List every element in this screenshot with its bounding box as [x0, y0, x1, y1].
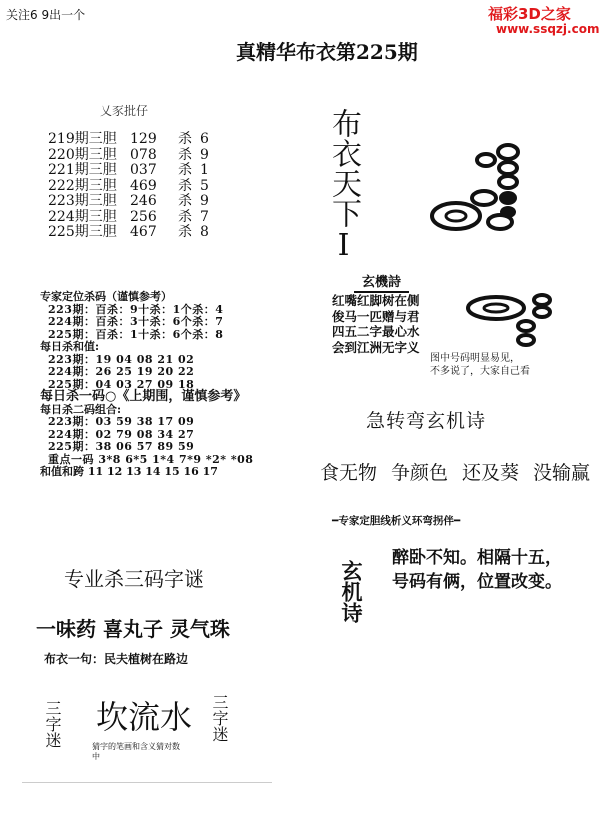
four-word-riddles	[320, 458, 600, 485]
watermark-url: www.ssqzj.com	[496, 22, 600, 36]
riddle-note: 猜字的笔画和含义猜对数中	[92, 742, 180, 761]
three-dan-cell-k: 8	[200, 224, 209, 240]
three-dan-cell-nums: 078	[130, 146, 157, 163]
circle-shape	[472, 191, 496, 205]
daily-kill-sum-title: 每日杀和值:	[40, 340, 100, 353]
three-dan-cell-period: 222期三胆	[48, 177, 117, 194]
bottom-divider	[22, 782, 272, 783]
daily-kill-sum-lines	[40, 354, 253, 392]
three-dan-row	[48, 194, 209, 210]
expert-kill-section	[40, 291, 253, 479]
big-riddle: 坎流水	[96, 698, 193, 736]
focus-one-code: 重点一码 3*8 6*5 1*4 7*9 *2* *08	[48, 452, 254, 466]
three-dan-cell-k: 9	[200, 193, 209, 209]
daily-kill-two-line: 224期：02 79 08 34 27	[48, 427, 195, 441]
circle-note	[430, 352, 530, 378]
daily-kill-sum-line: 224期：26 25 19 20 22	[48, 365, 195, 378]
three-dan-cell-nums: 129	[130, 131, 157, 147]
three-dan-row	[48, 225, 209, 241]
poem-line: 四五二字最心水	[332, 324, 420, 339]
three-dan-cell-nums: 467	[130, 224, 157, 240]
circle-shape	[518, 335, 534, 345]
circle-shape	[468, 297, 524, 319]
three-dan-cell-kill: 杀	[178, 131, 192, 147]
expert-position-title: 专家定位杀码（谨慎参考）	[40, 290, 172, 303]
buyi-one-line: 布衣一句：民夫植树在路边	[44, 652, 189, 666]
circle-shape	[518, 321, 534, 331]
poem-lines	[332, 293, 420, 355]
page-title: 真精华布衣第225期	[236, 40, 418, 64]
three-dan-cell-period: 225期三胆	[48, 224, 117, 240]
poem-line: 会到江洲无字义	[332, 339, 420, 355]
top-note: 关注6 9出一个	[6, 8, 86, 22]
circle-shape	[488, 215, 512, 229]
expert-position-lines	[40, 304, 253, 342]
xuanji-verse	[392, 546, 562, 594]
xuanji-verse-line: 醉卧不知。相隔十五，	[392, 548, 562, 568]
three-dan-cell-k: 7	[200, 208, 209, 225]
buyi-tianxia-vertical: 布衣天下Ⅰ	[326, 108, 361, 263]
circle-note-line: 图中号码明显易见，	[430, 353, 520, 364]
four-word-item: 还及葵	[462, 462, 520, 484]
three-dan-cell-nums: 037	[130, 162, 157, 178]
three-dan-heading: 乂豕批仔	[100, 104, 149, 118]
three-dan-cell-kill: 杀	[178, 224, 192, 240]
watermark-brand: 福彩3D之家	[488, 5, 571, 23]
three-dan-row	[48, 163, 209, 179]
xuanji-vertical: 玄机诗	[339, 560, 364, 623]
poem-line: 红嘴红脚树在侧	[332, 293, 420, 308]
three-dan-cell-nums: 246	[130, 193, 157, 209]
three-dan-cell-period: 220期三胆	[48, 146, 117, 163]
expert-position-line: 224期：百杀：3十杀：6个杀：7	[48, 315, 224, 328]
expert-banner: ━专家定胆线析义环弯拐伴━	[332, 515, 461, 527]
kill-three-title: 专业杀三码字谜	[64, 567, 204, 591]
sum-span-line: 和值和跨 11 12 13 14 15 16 17	[40, 465, 218, 478]
riddle-label-left: 三字迷	[43, 700, 62, 748]
three-dan-cell-k: 1	[200, 162, 209, 178]
three-dan-cell-nums: 469	[130, 177, 157, 194]
expert-position-line: 225期：百杀：1十杀：6个杀：8	[48, 327, 224, 341]
circle-diagram-bottom	[462, 290, 558, 352]
three-dan-cell-k: 5	[200, 177, 209, 194]
four-word-item: 食无物	[320, 462, 378, 484]
three-dan-cell-kill: 杀	[178, 193, 192, 209]
riddle-words: 一味药 喜丸子 灵气珠	[36, 617, 230, 641]
four-word-item: 没输赢	[533, 462, 591, 484]
three-dan-cell-nums: 256	[130, 208, 157, 225]
circle-shape	[477, 154, 495, 166]
daily-kill-two-line: 223期：03 59 38 17 09	[48, 415, 195, 428]
three-dan-cell-period: 223期三胆	[48, 193, 117, 209]
three-dan-cell-kill: 杀	[178, 177, 192, 194]
daily-kill-two-lines	[40, 416, 253, 454]
daily-kill-sum-line: 225期：04 03 27 09 18	[48, 377, 195, 391]
riddle-label-right: 三字迷	[210, 694, 229, 742]
three-dan-row	[48, 132, 209, 148]
three-dan-row	[48, 210, 209, 226]
circle-shape	[499, 176, 517, 188]
three-dan-cell-k: 6	[200, 131, 209, 147]
three-dan-cell-period: 219期三胆	[48, 131, 117, 147]
xuanji-verse-line: 号码有俩，位置改变。	[392, 572, 562, 592]
expert-position-line: 223期：百杀：9十杀：1个杀：4	[48, 302, 224, 316]
circle-shape	[498, 145, 518, 159]
three-dan-cell-kill: 杀	[178, 162, 192, 178]
three-dan-table	[48, 132, 209, 241]
circle-shape	[484, 304, 508, 312]
circle-shape	[446, 211, 466, 221]
circle-shape	[499, 191, 517, 205]
three-dan-cell-k: 9	[200, 146, 209, 163]
daily-kill-two-title: 每日杀二码组合:	[40, 402, 122, 416]
three-dan-row	[48, 148, 209, 164]
three-dan-cell-kill: 杀	[178, 146, 192, 163]
three-dan-cell-period: 221期三胆	[48, 162, 117, 178]
daily-kill-one-code: 每日杀一码○《上期围，谨慎参考》	[40, 389, 247, 404]
urgent-turn-title: 急转弯玄机诗	[366, 410, 487, 432]
three-dan-cell-kill: 杀	[178, 208, 192, 225]
poem-line: 俊马一匹赠与君	[332, 308, 420, 324]
circle-shape	[534, 295, 550, 305]
circle-shape	[499, 162, 517, 174]
poem-title: 玄機詩	[354, 270, 409, 293]
three-dan-row	[48, 179, 209, 195]
circle-diagram-top	[428, 138, 524, 234]
circle-note-line: 不多说了，大家自己看	[430, 366, 530, 377]
daily-kill-sum-line: 223期：19 04 08 21 02	[48, 352, 195, 366]
circle-shape	[432, 203, 480, 229]
daily-kill-two-line: 225期：38 06 57 89 59	[48, 440, 195, 453]
four-word-item: 争颜色	[391, 462, 449, 484]
three-dan-cell-period: 224期三胆	[48, 208, 117, 225]
circle-shape	[534, 307, 550, 317]
